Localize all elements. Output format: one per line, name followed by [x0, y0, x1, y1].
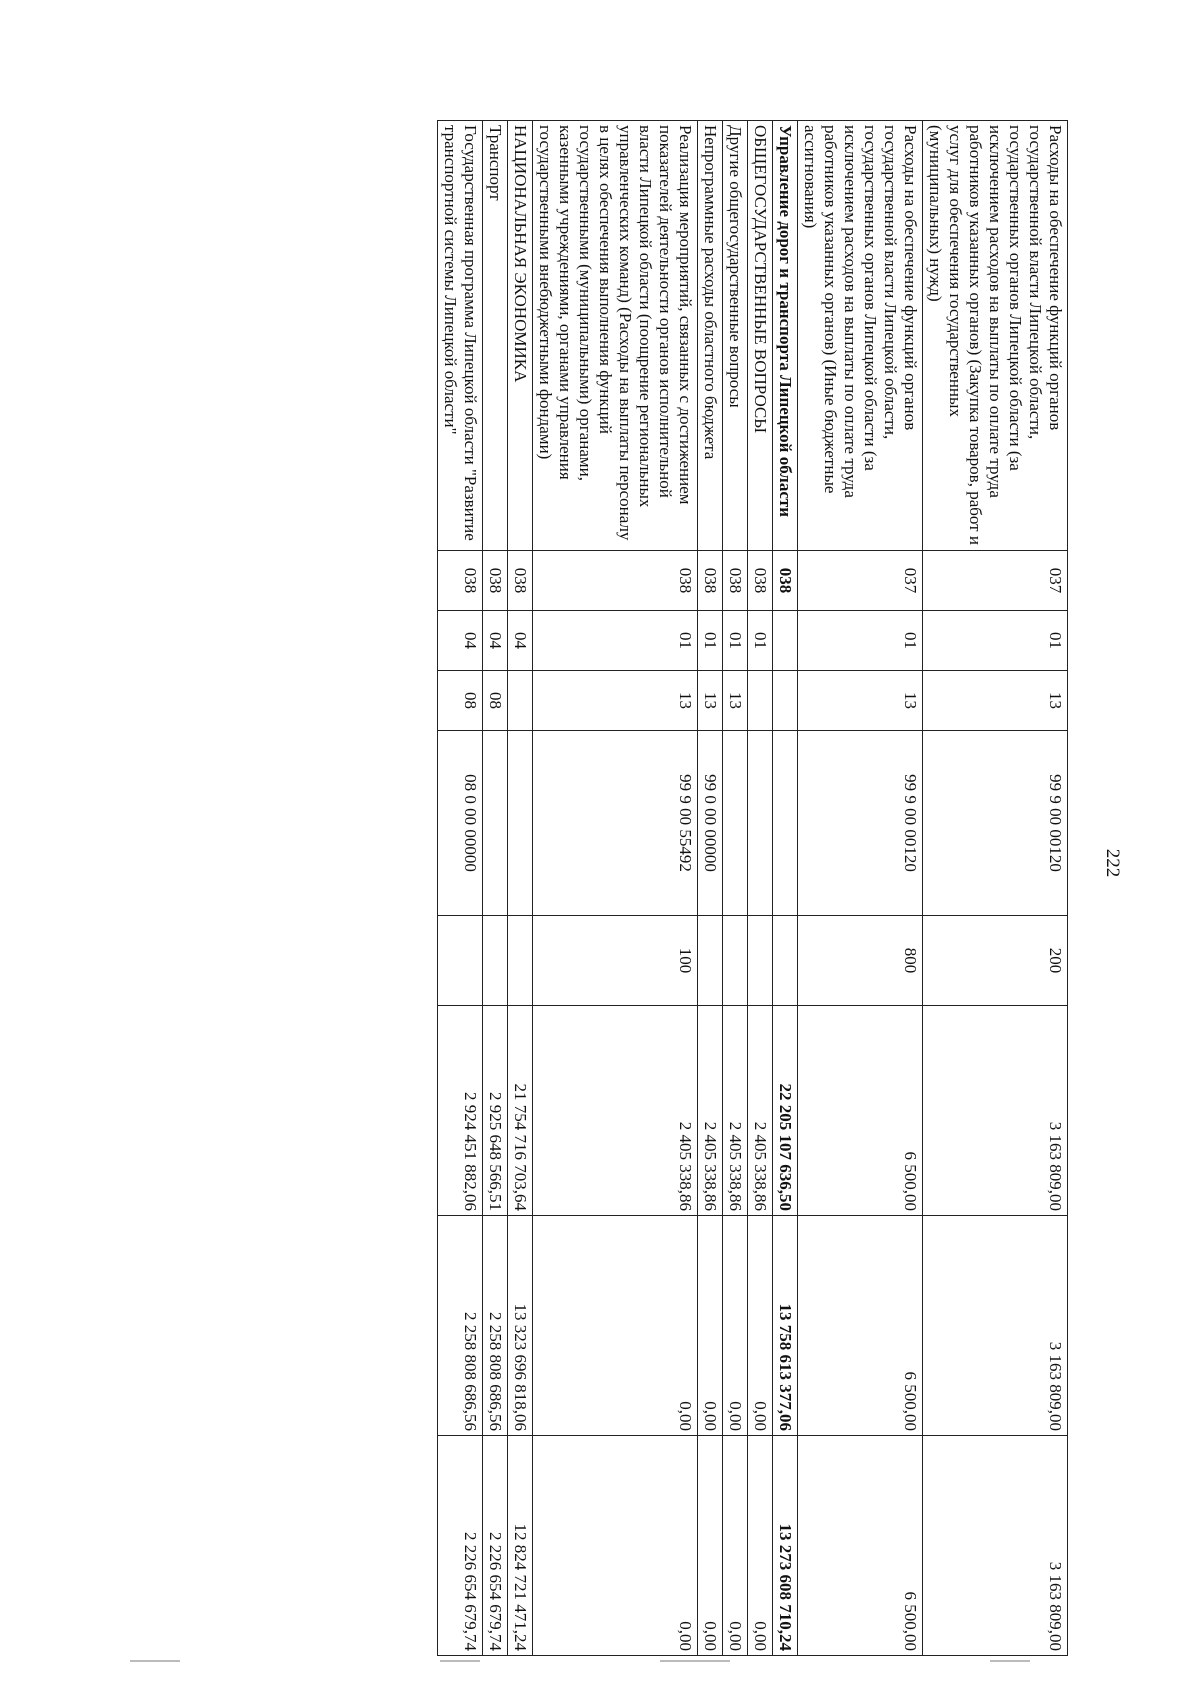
subsection-code-cell: 08 [483, 671, 508, 731]
ministry-code-cell: 038 [508, 551, 533, 611]
row-name-cell: Управление дорог и транспорта Липецкой области [773, 121, 798, 551]
row-name-cell: Расходы на обеспечение функций органов государственной власти Липецкой области, государственных органов Липецкой области (за исключением расходов на выплаты по оплате труда работников указанных органов) (Закупка товаров, работ и услуг для обеспечения государственных (муниципальных) нужд) [923, 121, 1068, 551]
subsection-code-cell [748, 671, 773, 731]
amount-year3-cell: 3 163 809,00 [923, 1436, 1068, 1656]
scan-artifact-marks [0, 1660, 1200, 1664]
ministry-code-cell: 038 [748, 551, 773, 611]
expense-type-cell: 800 [798, 916, 923, 1006]
budget-table [437, 120, 1068, 1656]
amount-year1-cell: 22 205 107 636,50 [773, 1006, 798, 1216]
ministry-code-cell: 038 [533, 551, 698, 611]
amount-year3-cell: 0,00 [723, 1436, 748, 1656]
amount-year3-cell: 2 226 654 679,74 [438, 1436, 483, 1656]
amount-year3-cell: 12 824 721 471,24 [508, 1436, 533, 1656]
section-code-cell: 01 [698, 611, 723, 671]
amount-year2-cell: 6 500,00 [798, 1216, 923, 1436]
row-name-cell: Реализация мероприятий, связанных с достижением показателей деятельности органов исполнительной власти Липецкой области (поощрение региональных управленческих команд) (Расходы на выплаты персоналу в целях обеспечения выполнения функций государственными (муниципальными) органами, казенными учреждениями, органами управления государственными внебюджетными фондами) [533, 121, 698, 551]
target-article-cell [508, 731, 533, 916]
target-article-cell: 99 9 00 55492 [533, 731, 698, 916]
table-row [698, 121, 723, 1656]
table-row [798, 121, 923, 1656]
amount-year2-cell: 2 258 808 686,56 [438, 1216, 483, 1436]
ministry-code-cell: 038 [438, 551, 483, 611]
subsection-code-cell: 13 [723, 671, 748, 731]
section-code-cell: 04 [508, 611, 533, 671]
row-name-cell: НАЦИОНАЛЬНАЯ ЭКОНОМИКА [508, 121, 533, 551]
ministry-code-cell: 038 [698, 551, 723, 611]
amount-year1-cell: 3 163 809,00 [923, 1006, 1068, 1216]
amount-year2-cell: 13 758 613 377,06 [773, 1216, 798, 1436]
expense-type-cell [438, 916, 483, 1006]
amount-year1-cell: 2 405 338,86 [723, 1006, 748, 1216]
amount-year2-cell: 13 323 696 818,06 [508, 1216, 533, 1436]
amount-year2-cell: 0,00 [698, 1216, 723, 1436]
subsection-code-cell: 13 [798, 671, 923, 731]
target-article-cell [773, 731, 798, 916]
page-number: 222 [1102, 848, 1123, 878]
amount-year1-cell: 2 405 338,86 [698, 1006, 723, 1216]
section-code-cell: 01 [723, 611, 748, 671]
expense-type-cell [508, 916, 533, 1006]
section-code-cell: 04 [438, 611, 483, 671]
amount-year1-cell: 2 405 338,86 [748, 1006, 773, 1216]
section-code-cell: 01 [923, 611, 1068, 671]
subsection-code-cell [508, 671, 533, 731]
expense-type-cell [698, 916, 723, 1006]
amount-year3-cell: 0,00 [748, 1436, 773, 1656]
rotated-table-area [133, 120, 1068, 1655]
subsection-code-cell: 13 [698, 671, 723, 731]
expense-type-cell: 100 [533, 916, 698, 1006]
amount-year2-cell: 0,00 [723, 1216, 748, 1436]
ministry-code-cell: 038 [773, 551, 798, 611]
expense-type-cell [773, 916, 798, 1006]
table-row [533, 121, 698, 1656]
amount-year3-cell: 2 226 654 679,74 [483, 1436, 508, 1656]
amount-year2-cell: 0,00 [748, 1216, 773, 1436]
table-row [483, 121, 508, 1656]
target-article-cell [483, 731, 508, 916]
section-code-cell: 01 [533, 611, 698, 671]
amount-year1-cell: 6 500,00 [798, 1006, 923, 1216]
ministry-code-cell: 038 [723, 551, 748, 611]
amount-year3-cell: 0,00 [698, 1436, 723, 1656]
target-article-cell [723, 731, 748, 916]
row-name-cell: ОБЩЕГОСУДАРСТВЕННЫЕ ВОПРОСЫ [748, 121, 773, 551]
amount-year2-cell: 0,00 [533, 1216, 698, 1436]
amount-year3-cell: 0,00 [533, 1436, 698, 1656]
amount-year2-cell: 2 258 808 686,56 [483, 1216, 508, 1436]
ministry-code-cell: 037 [923, 551, 1068, 611]
expense-type-cell: 200 [923, 916, 1068, 1006]
ministry-code-cell: 038 [483, 551, 508, 611]
amount-year1-cell: 21 754 716 703,64 [508, 1006, 533, 1216]
section-code-cell: 04 [483, 611, 508, 671]
subsection-code-cell [773, 671, 798, 731]
section-code-cell [773, 611, 798, 671]
row-name-cell: Транспорт [483, 121, 508, 551]
amount-year3-cell: 6 500,00 [798, 1436, 923, 1656]
row-name-cell: Государственная программа Липецкой области "Развитие транспортной системы Липецкой области" [438, 121, 483, 551]
table-row [723, 121, 748, 1656]
row-name-cell: Другие общегосударственные вопросы [723, 121, 748, 551]
subsection-code-cell: 13 [923, 671, 1068, 731]
table-row [923, 121, 1068, 1656]
table-row [508, 121, 533, 1656]
target-article-cell: 99 9 00 00120 [923, 731, 1068, 916]
section-code-cell: 01 [748, 611, 773, 671]
row-name-cell: Расходы на обеспечение функций органов государственной власти Липецкой области, государственных органов Липецкой области (за исключением расходов на выплаты по оплате труда работников указанных органов) (Иные бюджетные ассигнования) [798, 121, 923, 551]
amount-year3-cell: 13 273 608 710,24 [773, 1436, 798, 1656]
table-row [438, 121, 483, 1656]
row-name-cell: Непрограммные расходы областного бюджета [698, 121, 723, 551]
target-article-cell [748, 731, 773, 916]
table-row [773, 121, 798, 1656]
amount-year1-cell: 2 925 648 566,51 [483, 1006, 508, 1216]
amount-year1-cell: 2 405 338,86 [533, 1006, 698, 1216]
target-article-cell: 99 9 00 00120 [798, 731, 923, 916]
ministry-code-cell: 037 [798, 551, 923, 611]
subsection-code-cell: 13 [533, 671, 698, 731]
target-article-cell: 99 0 00 00000 [698, 731, 723, 916]
target-article-cell: 08 0 00 00000 [438, 731, 483, 916]
table-row [748, 121, 773, 1656]
subsection-code-cell: 08 [438, 671, 483, 731]
expense-type-cell [483, 916, 508, 1006]
amount-year2-cell: 3 163 809,00 [923, 1216, 1068, 1436]
section-code-cell: 01 [798, 611, 923, 671]
amount-year1-cell: 2 924 451 882,06 [438, 1006, 483, 1216]
expense-type-cell [723, 916, 748, 1006]
expense-type-cell [748, 916, 773, 1006]
